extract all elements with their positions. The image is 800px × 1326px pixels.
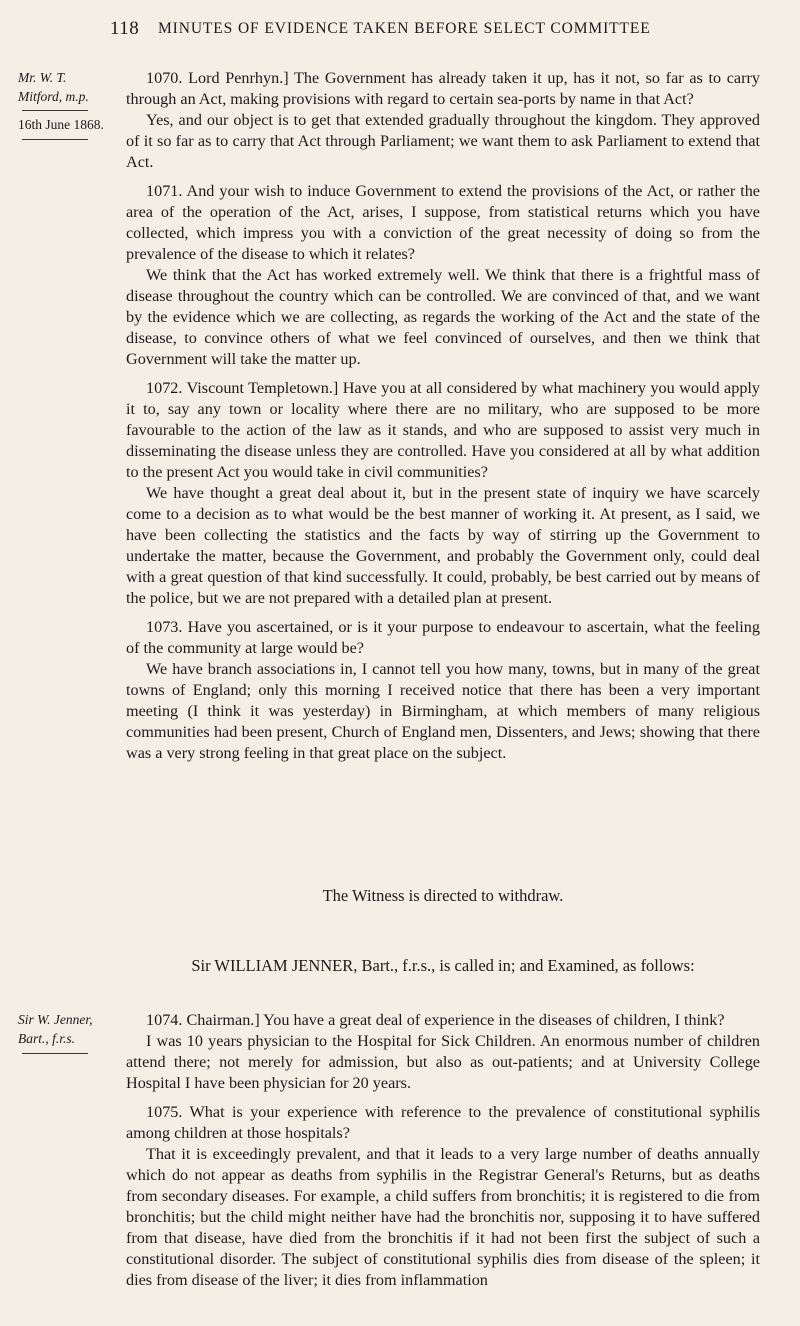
answer-1071: We think that the Act has worked extremely well. We think that there is a frightful mass of disease throughout the country which can be controlled. We are convinced of that, and we want by the evidence which we are collecting, as regards the working of the Act and the state of the disease, to convince others of what we feel convinced of ourselves, and then we think that Government will take the matter up. <box>126 266 760 368</box>
answer-1072: We have thought a great deal about it, but in the present state of inquiry we have scarcely come to a decision as to what would be the best manner of working it. At present, as I said, we have been collecting the statistics and the facts by way of stirring up the Government to undertake the matter, because the Government, and probably the Government only, could deal with a great question of that kind successfully. It could, probably, be best carried out by means of the police, but we are not prepared with a detailed plan at present. <box>126 484 760 607</box>
margin-witness-title: Bart., f.r.s. <box>18 1031 76 1046</box>
margin-witness-name: Sir W. Jenner, <box>18 1012 93 1027</box>
answer-1074: I was 10 years physician to the Hospital for Sick Children. An enormous number of children attend there; not merely for admission, but also as out-patients; and at University College Hospital I have been physician for 20 years. <box>126 1032 760 1092</box>
answer-1070: Yes, and our object is to get that extended gradually throughout the kingdom. They approved of it so far as to carry that Act through Parliament; we want them to ask Parliament to extend that Act. <box>126 111 760 171</box>
answer-1073: We have branch associations in, I cannot tell you how many, towns, but in many of the great towns of England; only this morning I received notice that there has been a very important meeting (I think it was yesterday) in Birmingham, at which members of many religious communities had been present, Church of England men, Dissenters, and Jews; showing that there was a very strong feeling in that great place on the subject. <box>126 660 760 762</box>
evidence-section-2 <box>126 1010 760 1299</box>
margin-witness-title: Mitford, m.p. <box>18 89 89 104</box>
margin-rule <box>22 110 88 111</box>
margin-rule <box>22 139 88 140</box>
margin-note-jenner <box>18 1010 110 1054</box>
answer-1075: That it is exceedingly prevalent, and that it leads to a very large number of deaths annually which do not appear as deaths from syphilis in the Registrar General's Returns, but as deaths from secondary diseases. For example, a child suffers from bronchitis; it is registered to die from bronchitis; but the child might neither have had the bronchitis nor, supposing it to have suffered from that disease, have died from the bronchitis if it had not been first the subject of such a constitutional disorder. The subject of constitutional syphilis dies from disease of the spleen; it dies from disease of the liver; it dies from inflammation <box>126 1145 760 1289</box>
page-number: 118 <box>110 18 140 39</box>
question-1072: 1072. Viscount Templetown.] Have you at all considered by what machinery you would apply it to, say any town or locality where there are no military, who are supposed to be more favourable to the action of the law as it stands, and who are supposed to assist very much in disseminating the disease unless they are controlled. Have you considered at all by what addition to the present Act you would take in civil communities? <box>126 379 760 481</box>
running-title: MINUTES OF EVIDENCE TAKEN BEFORE SELECT COMMITTEE <box>158 20 651 37</box>
witness-called-in: Sir WILLIAM JENNER, Bart., f.r.s., is called in; and Examined, as follows: <box>191 956 695 975</box>
margin-rule <box>22 1053 88 1054</box>
question-1071: 1071. And your wish to induce Government to extend the provisions of the Act, or rather the area of the operation of the Act, arises, I suppose, from statistical returns which you have collected, which impress you with a conviction of the great necessity of doing so from the prevalence of the disease to which it relates? <box>126 182 760 263</box>
margin-note-mitford <box>18 68 110 140</box>
margin-date: 16th June 1868. <box>18 117 104 132</box>
question-1074: 1074. Chairman.] You have a great deal of experience in the diseases of children, I think? <box>146 1011 725 1029</box>
question-1073: 1073. Have you ascertained, or is it your purpose to endeavour to ascertain, what the feeling of the community at large would be? <box>126 618 760 657</box>
question-1070: 1070. Lord Penrhyn.] The Government has already taken it up, has it not, so far as to carry through an Act, making provisions with regard to certain sea-ports by name in that Act? <box>126 69 760 108</box>
margin-witness-name: Mr. W. T. <box>18 70 67 85</box>
question-1075: 1075. What is your experience with reference to the prevalence of constitutional syphilis among children at those hospitals? <box>126 1103 760 1142</box>
evidence-section-1 <box>126 68 760 772</box>
running-head <box>110 18 760 44</box>
withdraw-notice: The Witness is directed to withdraw. <box>322 886 564 905</box>
